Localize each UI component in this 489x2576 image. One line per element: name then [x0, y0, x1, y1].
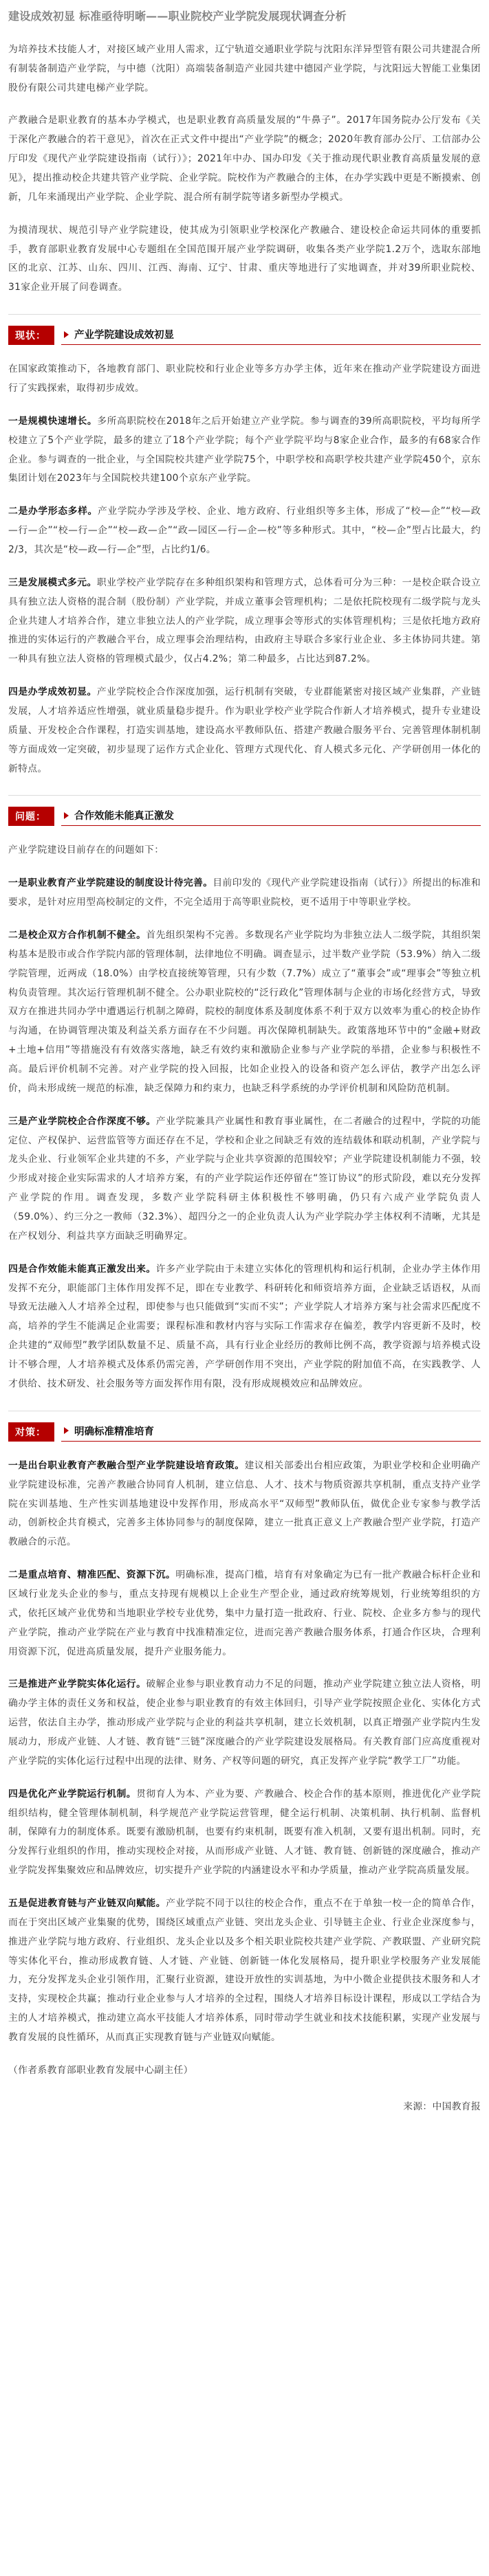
- source-credit: 来源：中国教育报: [403, 2101, 481, 2112]
- section-divider: [8, 795, 481, 796]
- body-paragraph: [8, 1260, 481, 1394]
- section-divider: [8, 314, 481, 315]
- paragraph-lead: 三是产业学院校企合作深度不够。: [8, 1115, 156, 1127]
- section-heading: [8, 326, 481, 345]
- intro-paragraph: 为摸清现状、规范引导产业学院建设，使其成为引领职业学校深化产教融合、建设校企命运共同体的重要抓手，教育部职业教育发展中心专题组在全国范围开展产业学院调研，收集各类产业学院1.2万个，选取东部地区的北京、江苏、山东、四川、江西、海南、辽宁、甘肃、重庆等地进行了实地调查，并对39所职业院校、31家企业开展了问卷调查。: [8, 224, 481, 293]
- body-paragraph: [8, 841, 481, 860]
- intro-paragraph: 为培养技术技能人才，对接区域产业用人需求，辽宁轨道交通职业学院与沈阳东洋异型管有限公司共建混合所有制装备制造产业学院，与中德（沈阳）高端装备制造产业园共建中德园产业学院，与沈阳远大智能工业集团股份有限公司共建电梯产业学院。: [8, 43, 481, 93]
- paragraph-lead: 四是合作效能未能真正激发出来。: [8, 1263, 156, 1275]
- body-paragraph: [8, 412, 481, 489]
- paragraph-text: 产业学院校企合作深度加强，运行机制有突破，专业群能紧密对接区域产业集群，产业链发展，人才培养适应性增强，就业质量稳步提升。作为职业学校产业学院合作新人才培养模式，提升专业建设质量、开发校企合作课程，打造实训基地，建设高水平教师队伍、搭建产教融合服务平台、完善管理体制机制等方面成效一定突破，初步显现了运作方式企业化、管理方式现代化、育人模式多元化、产学研创用一体化的新特点。: [8, 686, 481, 774]
- section-tag: 现状：: [8, 326, 54, 345]
- section-heading: [8, 807, 481, 826]
- paragraph-lead: 一是职业教育产业学院建设的制度设计待完善。: [8, 877, 213, 889]
- paragraph-text: 产业学院办学涉及学校、企业、地方政府、行业组织等多主体，形成了“校—企”“校—政—行—企”“校—行—企”“校—政—企”“政—园区—行—企—校”等多种形式。其中，“校—企”型占比最大，约2/3，其次是“校—政—行—企”型，占比约1/6。: [8, 506, 481, 555]
- paragraph-text: 首先组织架构不完善。多数现名产业学院均为非独立法人二级学院，其组织架构基本是股市或合作学院内部的管理体制，法律地位不明确。调查显示，过半数产业学院（53.9%）纳入二级学院管理，近两成（18.0%）由学校直接统筹管理，只有少数（7.7%）成立了“董事会”或“理事会”等独立机构负责管理。其次运行管理机制不健全。公办职业院校的“泛行政化”管理体制与企业的市场化经营方式，导致双方在推进共同办学中遭遇运行机制之障碍，院校的制度体系及制度体系不利于双方以效率为重心的校企协作与沟通，在协调管理决策及利益关系方面存在不少问题。再次保障机制缺失。政策落地环节中的“金融+财政+土地+信用”等措施没有有效落实落地，缺乏有效约束和激励企业参与产业学院的举措，企业参与积极性不高。最后评价机制不完善。对产业学院的投入回报，比如企业投入的设备和资产怎么评估，教学产出怎么评价，尚未形成统一规范的标准，缺乏保障力和约束力，也缺乏科学系统的办学评价机制和风险防范机制。: [8, 930, 481, 1094]
- body-paragraph: [8, 1457, 481, 1552]
- triangle-arrow-icon: [64, 331, 69, 338]
- paragraph-text: 多所高职院校在2018年之后开始建立产业学院。参与调查的39所高职院校，平均每所学校建立了5个产业学院，最多的建立了18个产业学院；每个产业学院平均与8家企业合作，最多的有68家合作企业。参与调查的一批企业，与全国院校共建产业学院75个，中职学校和高职学校共建产业学院450个，京东集团计划在2023年与全国院校共建100个京东产业学院。: [8, 415, 481, 484]
- section-title: 合作效能未能真正激发: [74, 811, 174, 822]
- body-paragraph: [8, 1894, 481, 2048]
- paragraph-text: 许多产业学院由于未建立实体化的管理机构和运行机制，企业办学主体作用发挥不充分，职能部门主体作用发挥不足，即在专业教学、科研转化和师资培养方面，企业缺乏话语权，从而导致无法融入人才培养全过程，即使参与也只能做到“实而不实”；产业学院人才培养方案与社会需求匹配度不高，培养的学生不能满足企业需要；课程标准和教材内容与实际工作需求存在偏差，教学内容更新不及时，校企共建的“双师型”教学团队数量不足、质量不高，具有行业企业经历的教师比例不高，教学资源与培养模式设计不够合理，人才培养模式及体系仍需完善，产学研创作用不突出，产业学院的附加值不高，在实践教学、人才供给、技术研发、社会服务等方面发挥作用有限，没有形成规模效应和品牌效应。: [8, 1263, 481, 1389]
- triangle-arrow-icon: [64, 812, 69, 819]
- paragraph-text: 产业学院不同于以往的校企合作，重点不在于单独一校一企的简单合作，而在于突出区域产业集聚的优势，围绕区域重点产业链、突出龙头企业、引导链主企业、行业企业深度参与，推进产业学院与地方政府、行业组织、龙头企业以及多个相关职业院校共建产业学院、产教联盟、产业研究院等实体化平台，推动形成教育链、人才链、产业链、创新链一体化发展格局，提升职业学校服务产业发展能力，充分发挥龙头企业引领作用，汇聚行业资源，建设开放性的实训基地，为中小微企业提供技术服务和人才支持，实现校企共赢；推动行业企业参与人才培养的全过程，围绕人才培养目标设计课程，形成以工学结合为主的人才培养模式，推动建立高水平技能人才培养体系，同时带动学生就业和技术技能积累，实现产业发展与教育发展的良性循环，从而真正实现教育链与产业链双向赋能。: [8, 1897, 481, 2043]
- paragraph-lead: 四是办学成效初显。: [8, 686, 97, 698]
- body-paragraph: [8, 1566, 481, 1661]
- section-tag: 对策：: [8, 1422, 54, 1442]
- paragraph-text: 破解企业参与职业教育动力不足的问题，推动产业学院建立独立法人资格，明确办学主体的责任义务和权益，使企业参与职业教育的有效主体回归，引导产业学院按照企业化、实体化方式运营，依法自主办学，推动形成产业学院与企业的利益共享机制，建立长效机制，以真正增强产业学院内生发展动力，形成产业链、人才链、教育链“三链”深度融合的产业学院建设发展格局。有关教育部门应高度重视对产业学院的实体化运行过程中出现的法律、财务、产权等问题的研究，真正发挥产业学院“教学工厂”功能。: [8, 1679, 481, 1767]
- paragraph-lead: 一是规模快速增长。: [8, 415, 98, 427]
- paragraph-lead: 三是发展模式多元。: [8, 576, 97, 588]
- paragraph-lead: 三是推进产业学院实体化运行。: [8, 1679, 146, 1690]
- body-paragraph: [8, 874, 481, 912]
- section-title-box: [61, 807, 481, 826]
- paragraph-text: 建议相关部委出台相应政策，为职业学校和企业明确产业学院建设标准，完善产教融合协同育人机制，建立信息、人才、技术与物质资源共享机制，重点支持产业学院在实训基地、生产性实训基地建设中发挥作用，形成高水平“双师型”教师队伍，做优企业专家参与教学活动，创新校企共育模式，完善多主体协同参与的制度保障，建立一批真正意义上产教融合型产业学院，打造产教融合的示范。: [8, 1459, 481, 1548]
- paragraph-lead: 二是校企双方合作机制不健全。: [8, 930, 146, 941]
- paragraph-text: 贯彻育人为本、产业为要、产教融合、校企合作的基本原则，推进优化产业学院组织结构，健全管理体制机制，科学规范产业学院运营管理，健全运行机制、决策机制、执行机制、监督机制，保障有力的制度体系。既要有激励机制，也要有约束机制，既要有准入机制，又要有退出机制。同时，充分发挥行业组织的作用，推动实现校企对接，从而形成产业链、人才链、教育链、创新链的深度融合，推动产业学院发挥集聚效应和品牌效应，切实提升产业学院的内涵建设水平和办学质量，推动产业学院高质量发展。: [8, 1788, 481, 1877]
- section-title: 产业学院建设成效初显: [74, 330, 174, 341]
- paragraph-lead: 二是办学形态多样。: [8, 506, 98, 517]
- paragraph-text: 产业学院兼具产业属性和教育事业属性，在二者融合的过程中，学院的功能定位、产权保护、运营监管等方面还存在不足，学校和企业之间缺乏有效的连结载体和联动机制，产业学院与龙头企业、行业领军企业共建的不多，产业学院与企业共享资源的范围较窄；产业学院建设机制能力不强，较少形成对接企业实际需求的人才培养方案，有的产业学院运作还停留在“签订协议”的形式阶段，难以充分发挥产业学院的作用。调查发现，多数产业学院科研主体积极性不够明确，仍只有六成产业学院负责人（59.0%）、约三分之一教师（32.3%）、超四分之一的企业负责人认为产业学院办学主体权利不清晰，尤其是在产权划分、利益共享方面缺乏明确界定。: [8, 1115, 481, 1242]
- body-paragraph: [8, 360, 481, 399]
- paragraph-lead: 一是出台职业教育产教融合型产业学院建设培育政策。: [8, 1459, 245, 1471]
- body-paragraph: [8, 1112, 481, 1246]
- paragraph-lead: 二是重点培育、精准匹配、资源下沉。: [8, 1569, 176, 1581]
- paragraph-text: 在国家政策推动下，各地教育部门、职业院校和行业企业等多方办学主体，近年来在推动产业学院建设方面进行了实践探索，取得初步成效。: [8, 363, 481, 394]
- body-paragraph: [8, 502, 481, 560]
- paragraph-text: 产业学院建设目前存在的问题如下：: [8, 844, 164, 856]
- author-note: （作者系教育部职业教育发展中心副主任）: [8, 2064, 193, 2076]
- section-title-box: [61, 326, 481, 345]
- triangle-arrow-icon: [64, 1427, 69, 1434]
- article-title: 建设成效初显 标准亟待明晰——职业院校产业学院发展现状调查分析: [8, 10, 347, 23]
- body-paragraph: [8, 574, 481, 669]
- body-paragraph: [8, 1785, 481, 1881]
- section-tag: 问题：: [8, 807, 54, 826]
- intro-paragraph: 产教融合是职业教育的基本办学模式，也是职业教育高质量发展的“牛鼻子”。2017年国务院办公厅发布《关于深化产教融合的若干意见》，首次在正式文件中提出“产业学院”的概念；2020年教育部办公厅、工信部办公厅印发《现代产业学院建设指南（试行）》；2021年中办、国办印发《关于推动现代职业教育高质量发展的意见》，提出推动校企共建共管产业学院、企业学院。院校作为产教融合的主体，在办学实践中更是不断摸索、创新，几年来涌现出产业学院、企业学院、混合所有制学院等诸多新型办学模式。: [8, 115, 481, 203]
- paragraph-lead: 五是促进教育链与产业链双向赋能。: [8, 1897, 166, 1909]
- section-title-box: [61, 1422, 481, 1442]
- paragraph-text: 目前印发的《现代产业学院建设指南（试行）》所提出的标准和要求，是针对应用型高校制定的文件，不完全适用于高等职业院校，更不适用于中等职业学校。: [8, 877, 481, 908]
- paragraph-text: 职业学校产业学院存在多种组织架构和管理方式，总体看可分为三种：一是校企联合设立具有独立法人资格的混合制（股份制）产业学院，并成立董事会管理机构；二是依托院校现有二级学院与龙头企业共建人才培养合作，建立非独立法人的产业学院，成立理事会等形式的实体管理机构；三是依托地方政府推进的实体运行的产教融合平台，成立理事会治理结构，由政府主导联合多家行业企业、多主体协同共建。第一种具有独立法人资格的管理模式最少，仅占4.2%；第二种最多，占比达到87.2%。: [8, 576, 481, 665]
- paragraph-lead: 四是优化产业学院运行机制。: [8, 1788, 137, 1800]
- section-title: 明确标准精准培育: [74, 1426, 154, 1437]
- body-paragraph: [8, 683, 481, 779]
- paragraph-text: 明确标准，提高门槛，培育有对象确定为已有一批产教融合标杆企业和区域行业龙头企业的参与，重点支持现有规模以上企业生产型企业，通过政府统筹规划，行业统筹组织的方式，依托区域产业优势和当地职业学校专业优势，集中力量打造一批政府、行业、院校、企业多方参与的现代产业学院，推动产业学院在产业与教育中找准精准定位，进而完善产教融合服务体系，打通合作区块，合理利用资源下沉，促进高质量发展，提升产业服务能力。: [8, 1569, 481, 1657]
- body-paragraph: [8, 926, 481, 1099]
- body-paragraph: [8, 1675, 481, 1771]
- section-heading: [8, 1422, 481, 1442]
